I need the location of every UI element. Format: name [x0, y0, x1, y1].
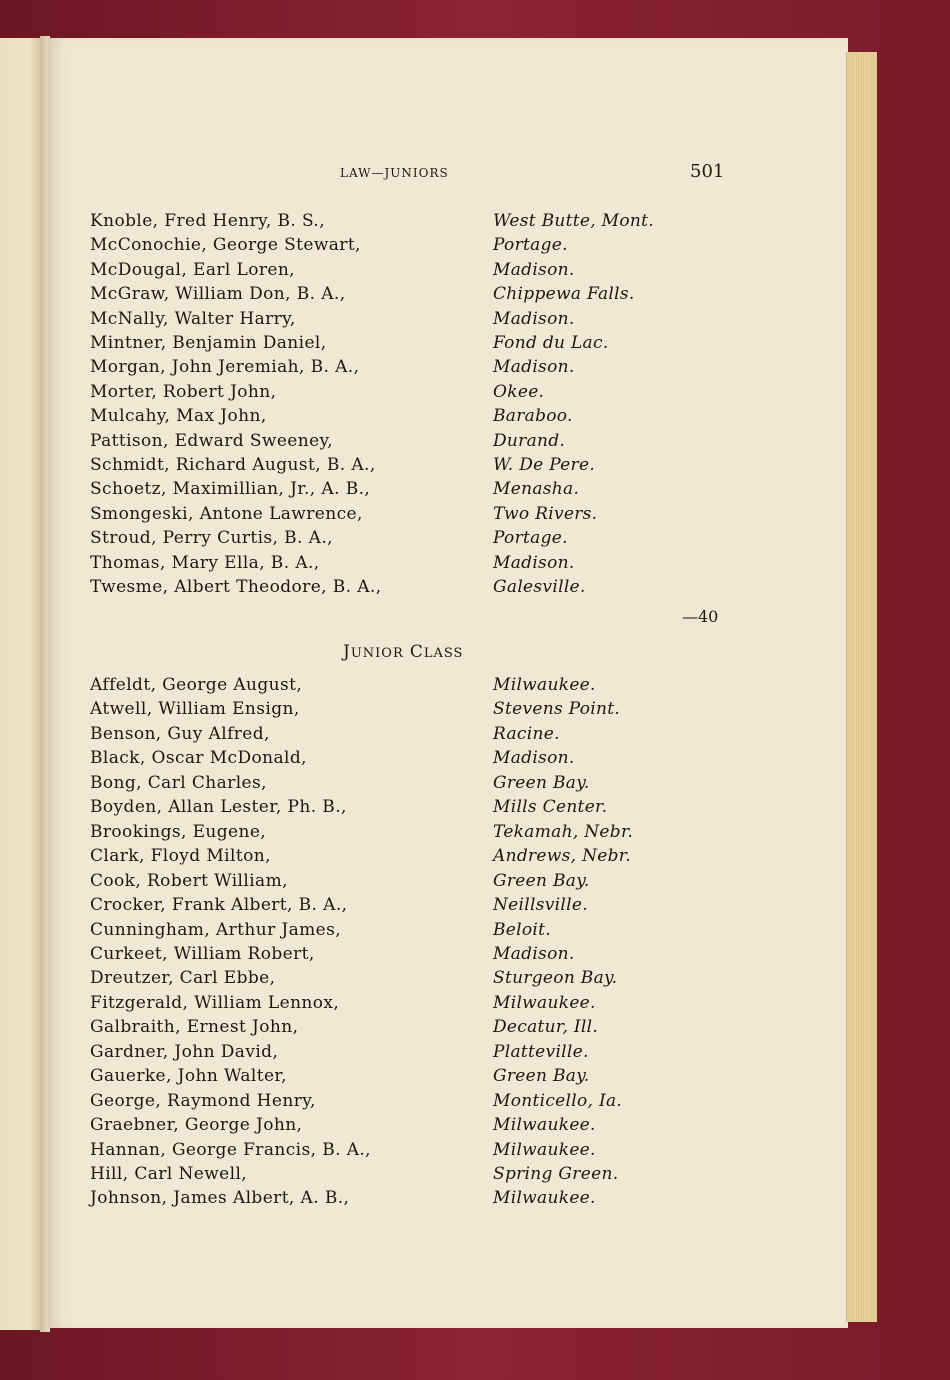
page-number: 501	[690, 161, 725, 182]
hometown: Fond du Lac.	[493, 333, 609, 353]
student-name: McDougal, Earl Loren,	[90, 259, 295, 280]
list-item	[0, 1115, 950, 1139]
student-name: Twesme, Albert Theodore, B. A.,	[90, 577, 382, 597]
hometown: Milwaukee.	[493, 1139, 596, 1160]
hometown: Spring Green.	[493, 1164, 619, 1184]
hometown: Beloit.	[493, 919, 551, 940]
hometown: Tekamah, Nebr.	[493, 821, 634, 842]
list-item	[0, 968, 950, 992]
hometown: W. De Pere.	[493, 455, 596, 475]
list-item	[0, 382, 950, 406]
student-name: Galbraith, Ernest John,	[90, 1017, 299, 1038]
list-item	[0, 235, 950, 259]
list-item	[0, 773, 950, 797]
hometown: Portage.	[493, 528, 568, 549]
hometown: Andrews, Nebr.	[493, 846, 632, 867]
student-name: Brookings, Eugene,	[90, 821, 267, 842]
list-item	[0, 553, 950, 577]
hometown: Neillsville.	[493, 895, 588, 916]
running-head: LAW—JUNIORS	[340, 166, 449, 180]
student-name: Mintner, Benjamin Daniel,	[90, 333, 327, 353]
list-item	[0, 822, 950, 846]
hometown: Racine.	[493, 723, 560, 744]
student-name: Boyden, Allan Lester, Ph. B.,	[90, 797, 347, 818]
student-name: Cunningham, Arthur James,	[90, 919, 342, 940]
student-name: Bong, Carl Charles,	[90, 772, 267, 793]
hometown: Mills Center.	[493, 797, 608, 818]
list-item	[0, 455, 950, 479]
list-item	[0, 1066, 950, 1090]
student-name: Johnson, James Albert, A. B.,	[90, 1188, 350, 1209]
page-header	[0, 161, 950, 187]
student-name: Thomas, Mary Ella, B. A.,	[90, 552, 320, 573]
list-item	[0, 284, 950, 308]
hometown: Two Rivers.	[493, 503, 598, 524]
hometown: Monticello, Ia.	[493, 1090, 623, 1111]
list-item	[0, 479, 950, 503]
student-name: Mulcahy, Max John,	[90, 406, 267, 427]
list-item	[0, 357, 950, 381]
student-name: Fitzgerald, William Lennox,	[90, 992, 340, 1013]
list-item	[0, 748, 950, 772]
list-item	[0, 1017, 950, 1041]
list-item	[0, 260, 950, 284]
student-name: Pattison, Edward Sweeney,	[90, 430, 334, 451]
student-name: McGraw, William Don, B. A.,	[90, 284, 346, 305]
student-name: McConochie, George Stewart,	[90, 235, 361, 256]
list-item	[0, 1042, 950, 1066]
list-item	[0, 528, 950, 552]
hometown: Platteville.	[493, 1041, 589, 1062]
student-name: Smongeski, Antone Lawrence,	[90, 503, 363, 524]
list-item	[0, 675, 950, 699]
list-item	[0, 406, 950, 430]
hometown: Madison.	[493, 259, 575, 280]
list-item	[0, 895, 950, 919]
hometown: Milwaukee.	[493, 675, 596, 695]
student-name: Clark, Floyd Milton,	[90, 846, 271, 867]
list-item	[0, 797, 950, 821]
student-name: Hannan, George Francis, B. A.,	[90, 1139, 371, 1160]
student-name: Black, Oscar McDonald,	[90, 748, 307, 769]
senior-total-count: —40	[682, 607, 719, 626]
list-item	[0, 1091, 950, 1115]
hometown: Madison.	[493, 357, 575, 378]
student-name: Gauerke, John Walter,	[90, 1066, 287, 1087]
student-name: Atwell, William Ensign,	[90, 699, 300, 720]
student-name: Morter, Robert John,	[90, 381, 277, 402]
student-name: Graebner, George John,	[90, 1115, 303, 1136]
junior-class-heading	[343, 642, 463, 662]
hometown: Madison.	[493, 308, 575, 329]
hometown: Madison.	[493, 552, 575, 573]
hometown: Madison.	[493, 943, 575, 964]
student-name: Dreutzer, Carl Ebbe,	[90, 968, 276, 989]
hometown: Green Bay.	[493, 870, 590, 891]
list-item	[0, 431, 950, 455]
list-item	[0, 211, 950, 235]
hometown: Stevens Point.	[493, 699, 621, 720]
list-item	[0, 699, 950, 723]
hometown: Milwaukee.	[493, 992, 596, 1013]
student-name: Stroud, Perry Curtis, B. A.,	[90, 528, 333, 549]
list-item	[0, 1140, 950, 1164]
hometown: Menasha.	[493, 479, 580, 500]
student-name: McNally, Walter Harry,	[90, 308, 296, 329]
junior-class-title: JUNIOR CLASS	[343, 642, 464, 662]
list-item	[0, 504, 950, 528]
list-item	[0, 577, 950, 601]
hometown: Durand.	[493, 430, 566, 451]
student-name: Affeldt, George August,	[90, 675, 303, 695]
hometown: Sturgeon Bay.	[493, 968, 618, 989]
list-item	[0, 724, 950, 748]
hometown: West Butte, Mont.	[493, 211, 655, 231]
student-name: Schoetz, Maximillian, Jr., A. B.,	[90, 479, 371, 500]
hometown: Milwaukee.	[493, 1115, 596, 1136]
list-item	[0, 333, 950, 357]
hometown: Milwaukee.	[493, 1188, 596, 1209]
hometown: Green Bay.	[493, 772, 590, 793]
list-item	[0, 846, 950, 870]
list-item	[0, 1188, 950, 1212]
student-name: Benson, Guy Alfred,	[90, 723, 270, 744]
hometown: Madison.	[493, 748, 575, 769]
student-name: Hill, Carl Newell,	[90, 1164, 248, 1184]
hometown: Galesville.	[493, 577, 586, 597]
hometown: Baraboo.	[493, 406, 573, 427]
student-name: Crocker, Frank Albert, B. A.,	[90, 895, 348, 916]
list-item	[0, 993, 950, 1017]
hometown: Chippewa Falls.	[493, 284, 635, 305]
list-item	[0, 871, 950, 895]
student-name: Knoble, Fred Henry, B. S.,	[90, 211, 326, 231]
student-name: Morgan, John Jeremiah, B. A.,	[90, 357, 360, 378]
hometown: Decatur, Ill.	[493, 1017, 599, 1038]
list-item	[0, 920, 950, 944]
hometown: Okee.	[493, 381, 545, 402]
student-name: Gardner, John David,	[90, 1041, 279, 1062]
hometown: Portage.	[493, 235, 568, 256]
list-item	[0, 944, 950, 968]
hometown: Green Bay.	[493, 1066, 590, 1087]
student-name: Cook, Robert William,	[90, 870, 288, 891]
student-name: Schmidt, Richard August, B. A.,	[90, 455, 376, 475]
student-name: George, Raymond Henry,	[90, 1090, 316, 1111]
student-name: Curkeet, William Robert,	[90, 943, 315, 964]
list-item	[0, 309, 950, 333]
list-item	[0, 1164, 950, 1188]
